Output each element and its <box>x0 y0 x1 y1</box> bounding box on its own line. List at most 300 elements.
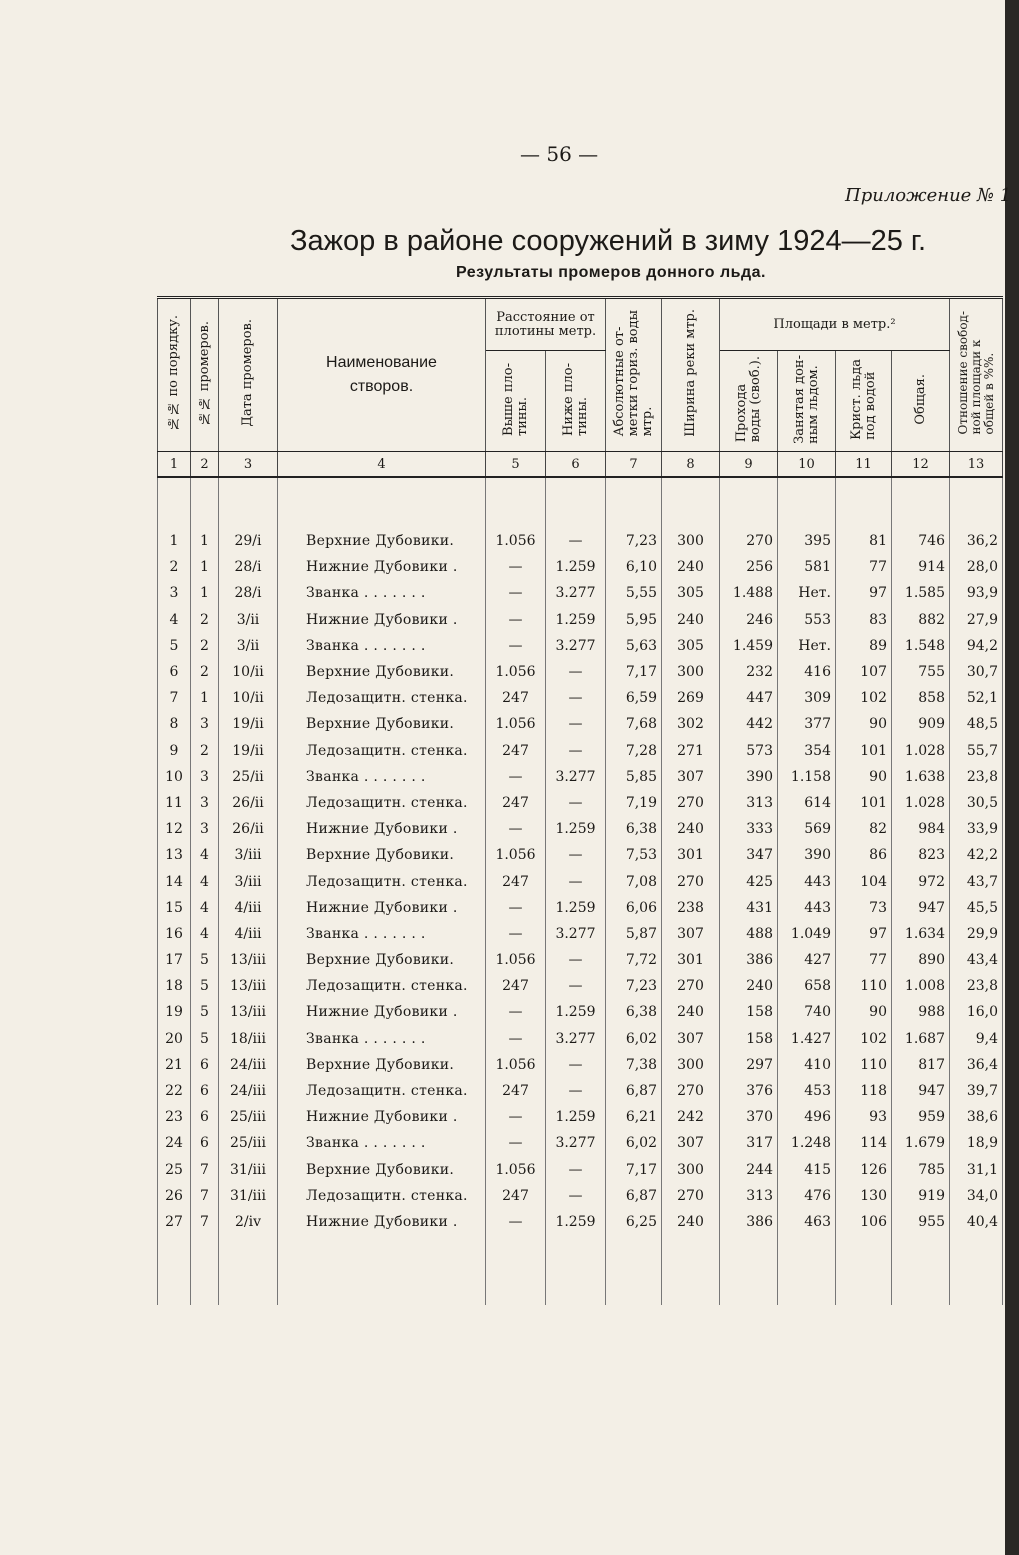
table-cell: 101 <box>836 790 892 816</box>
table-cell: Званка . . . . . . . <box>278 921 486 947</box>
table-row <box>158 528 1003 554</box>
column-number: 12 <box>892 452 950 478</box>
table-cell: 7,28 <box>606 738 662 764</box>
table-cell: 270 <box>662 868 720 894</box>
table-cell: 31/iii <box>219 1157 278 1183</box>
table-cell: 7,17 <box>606 1157 662 1183</box>
table-cell: 1.259 <box>546 554 606 580</box>
table-cell: 386 <box>720 1209 778 1235</box>
table-cell: 240 <box>662 607 720 633</box>
table-cell: 309 <box>778 685 836 711</box>
ice-measurements-table <box>157 296 1003 1305</box>
table-cell: 12 <box>158 816 191 842</box>
table-cell: 30,5 <box>950 790 1003 816</box>
table-row <box>158 1157 1003 1183</box>
table-cell: 6,87 <box>606 1183 662 1209</box>
table-cell: 24 <box>158 1130 191 1156</box>
table-cell: 158 <box>720 1026 778 1052</box>
table-cell: 858 <box>892 685 950 711</box>
table-cell: 3/iii <box>219 842 278 868</box>
table-cell: 4 <box>191 895 219 921</box>
table-cell: Верхние Дубовики. <box>278 711 486 737</box>
table-cell: 5 <box>191 1026 219 1052</box>
table-cell: 5,87 <box>606 921 662 947</box>
table-cell: 307 <box>662 921 720 947</box>
table-cell: 427 <box>778 947 836 973</box>
table-cell: 6,87 <box>606 1078 662 1104</box>
table-cell: 31,1 <box>950 1157 1003 1183</box>
table-cell: 2 <box>191 607 219 633</box>
table-cell: — <box>486 921 546 947</box>
table-cell: 305 <box>662 633 720 659</box>
table-cell: 5,63 <box>606 633 662 659</box>
table-cell: Верхние Дубовики. <box>278 947 486 973</box>
table-cell: 1 <box>191 580 219 606</box>
table-cell: 15 <box>158 895 191 921</box>
table-cell: 5 <box>191 999 219 1025</box>
table-cell: Верхние Дубовики. <box>278 1052 486 1078</box>
table-cell: 102 <box>836 685 892 711</box>
header-distance-group: Расстояние от плотины метр. <box>486 298 606 351</box>
table-cell: 25/iii <box>219 1130 278 1156</box>
table-cell: 1.056 <box>486 711 546 737</box>
table-cell: 39,7 <box>950 1078 1003 1104</box>
table-row <box>158 633 1003 659</box>
table-cell: 1.259 <box>546 1209 606 1235</box>
table-cell: — <box>486 1130 546 1156</box>
table-cell: 377 <box>778 711 836 737</box>
table-cell: 43,4 <box>950 947 1003 973</box>
table-cell: — <box>546 1183 606 1209</box>
table-cell: 97 <box>836 921 892 947</box>
table-row <box>158 1183 1003 1209</box>
table-cell: 27 <box>158 1209 191 1235</box>
table-cell: 919 <box>892 1183 950 1209</box>
table-cell: 988 <box>892 999 950 1025</box>
table-cell: — <box>486 633 546 659</box>
table-cell: 3.277 <box>546 580 606 606</box>
table-cell: Верхние Дубовики. <box>278 659 486 685</box>
table-cell: 16 <box>158 921 191 947</box>
header-ratio: Отношение свобод- ной площади к общей в %%. <box>950 298 1003 452</box>
table-cell: 3/ii <box>219 633 278 659</box>
table-cell: 7,68 <box>606 711 662 737</box>
table-cell: 882 <box>892 607 950 633</box>
table-cell: 1.056 <box>486 659 546 685</box>
table-cell: 1 <box>158 528 191 554</box>
table-cell: 93 <box>836 1104 892 1130</box>
table-cell: — <box>546 1157 606 1183</box>
header-passage: Прохода воды (своб.). <box>720 351 778 452</box>
table-cell: Ледозащитн. стенка. <box>278 738 486 764</box>
table-cell: Верхние Дубовики. <box>278 842 486 868</box>
table-cell: Ледозащитн. стенка. <box>278 1078 486 1104</box>
table-cell: Званка . . . . . . . <box>278 633 486 659</box>
table-cell: 7,17 <box>606 659 662 685</box>
table-cell: — <box>546 1052 606 1078</box>
table-cell: 6,02 <box>606 1026 662 1052</box>
column-number: 10 <box>778 452 836 478</box>
table-cell: 38,6 <box>950 1104 1003 1130</box>
table-cell: 240 <box>662 554 720 580</box>
table-cell: 31/iii <box>219 1183 278 1209</box>
table-cell: 1.056 <box>486 1157 546 1183</box>
table-cell: 246 <box>720 607 778 633</box>
table-cell: 7,38 <box>606 1052 662 1078</box>
table-cell: 305 <box>662 580 720 606</box>
column-number: 4 <box>278 452 486 478</box>
table-cell: 553 <box>778 607 836 633</box>
table-cell: 3 <box>191 790 219 816</box>
table-cell: Нижние Дубовики . <box>278 607 486 633</box>
table-cell: 7 <box>191 1209 219 1235</box>
table-cell: 13/iii <box>219 947 278 973</box>
table-cell: 28/і <box>219 554 278 580</box>
table-cell: 34,0 <box>950 1183 1003 1209</box>
table-cell: 23 <box>158 1104 191 1130</box>
table-cell: 1.056 <box>486 528 546 554</box>
table-cell: 45,5 <box>950 895 1003 921</box>
table-cell: — <box>546 947 606 973</box>
table-cell: 984 <box>892 816 950 842</box>
table-cell: 256 <box>720 554 778 580</box>
table-cell: 410 <box>778 1052 836 1078</box>
table-cell: 14 <box>158 868 191 894</box>
table-cell: 7,72 <box>606 947 662 973</box>
table-cell: 6,10 <box>606 554 662 580</box>
table-cell: 3/iii <box>219 868 278 894</box>
table-row <box>158 1078 1003 1104</box>
table-cell: 247 <box>486 685 546 711</box>
table-cell: 302 <box>662 711 720 737</box>
table-cell: 3.277 <box>546 1130 606 1156</box>
table-cell: 447 <box>720 685 778 711</box>
table-row <box>158 738 1003 764</box>
table-cell: 581 <box>778 554 836 580</box>
table-cell: 370 <box>720 1104 778 1130</box>
table-cell: 395 <box>778 528 836 554</box>
table-cell: 5,95 <box>606 607 662 633</box>
table-cell: 52,1 <box>950 685 1003 711</box>
table-cell: 307 <box>662 1026 720 1052</box>
table-row <box>158 685 1003 711</box>
header-below-dam: Ниже пло- тины. <box>546 351 606 452</box>
table-cell: Ледозащитн. стенка. <box>278 1183 486 1209</box>
table-cell: 13/iii <box>219 973 278 999</box>
table-cell: 43,7 <box>950 868 1003 894</box>
table-cell: 90 <box>836 764 892 790</box>
header-crystal: Крист. льда под водой <box>836 351 892 452</box>
column-number: 1 <box>158 452 191 478</box>
table-cell: 1.056 <box>486 842 546 868</box>
table-cell: 1.028 <box>892 790 950 816</box>
table-cell: 19/ii <box>219 711 278 737</box>
table-cell: 354 <box>778 738 836 764</box>
table-cell: 110 <box>836 1052 892 1078</box>
table-cell: — <box>546 738 606 764</box>
column-number-row <box>158 452 1003 478</box>
table-cell: 1.056 <box>486 1052 546 1078</box>
table-cell: 242 <box>662 1104 720 1130</box>
table-cell: 3 <box>158 580 191 606</box>
header-seq: №№ по порядку. <box>158 298 191 452</box>
table-cell: 19/ii <box>219 738 278 764</box>
table-cell: — <box>486 999 546 1025</box>
table-cell: 4 <box>191 842 219 868</box>
table-cell: 959 <box>892 1104 950 1130</box>
table-cell: 817 <box>892 1052 950 1078</box>
column-number: 9 <box>720 452 778 478</box>
header-row-top <box>158 298 1003 351</box>
table-cell: 1.687 <box>892 1026 950 1052</box>
table-cell: 158 <box>720 999 778 1025</box>
table-cell: 443 <box>778 868 836 894</box>
table-cell: — <box>546 659 606 685</box>
table-cell: 333 <box>720 816 778 842</box>
header-areas-group: Площади в метр.² <box>720 298 950 351</box>
table-cell: 81 <box>836 528 892 554</box>
table-cell: Нижние Дубовики . <box>278 554 486 580</box>
table-cell: 30,7 <box>950 659 1003 685</box>
header-total: Общая. <box>892 351 950 452</box>
table-cell: 6,21 <box>606 1104 662 1130</box>
table-cell: 118 <box>836 1078 892 1104</box>
table-cell: 431 <box>720 895 778 921</box>
table-cell: 6 <box>191 1104 219 1130</box>
column-number: 7 <box>606 452 662 478</box>
table-cell: Ледозащитн. стенка. <box>278 868 486 894</box>
table-cell: 36,2 <box>950 528 1003 554</box>
table-cell: 114 <box>836 1130 892 1156</box>
header-date: Дата промеров. <box>219 298 278 452</box>
table-cell: 415 <box>778 1157 836 1183</box>
table-cell: 83 <box>836 607 892 633</box>
table-cell: 7,23 <box>606 973 662 999</box>
table-cell: 90 <box>836 711 892 737</box>
table-cell: 300 <box>662 659 720 685</box>
table-row <box>158 764 1003 790</box>
table-cell: 55,7 <box>950 738 1003 764</box>
table-cell: 24/iii <box>219 1052 278 1078</box>
table-cell: 300 <box>662 1052 720 1078</box>
table-cell: 573 <box>720 738 778 764</box>
table-cell: — <box>546 685 606 711</box>
table-cell: — <box>486 580 546 606</box>
table-cell: 909 <box>892 711 950 737</box>
table-cell: 18 <box>158 973 191 999</box>
table-cell: 270 <box>662 1078 720 1104</box>
table-cell: 301 <box>662 842 720 868</box>
tail-row <box>158 1235 1003 1305</box>
table-cell: 390 <box>720 764 778 790</box>
table-cell: 1.259 <box>546 895 606 921</box>
table-cell: 8 <box>158 711 191 737</box>
table-cell: 658 <box>778 973 836 999</box>
table-cell: 297 <box>720 1052 778 1078</box>
table-cell: — <box>486 554 546 580</box>
table-cell: 4 <box>191 868 219 894</box>
table-cell: 42,2 <box>950 842 1003 868</box>
table-cell: 376 <box>720 1078 778 1104</box>
table-cell: 247 <box>486 1183 546 1209</box>
table-cell: 7 <box>158 685 191 711</box>
table-row <box>158 659 1003 685</box>
table-row <box>158 1026 1003 1052</box>
table-cell: 1.548 <box>892 633 950 659</box>
table-cell: 1.259 <box>546 607 606 633</box>
table-cell: — <box>546 711 606 737</box>
table-cell: Верхние Дубовики. <box>278 528 486 554</box>
spacer-row <box>158 477 1003 528</box>
table-cell: 1.679 <box>892 1130 950 1156</box>
table-cell: 6 <box>191 1078 219 1104</box>
table-cell: 6 <box>191 1130 219 1156</box>
table-cell: — <box>486 895 546 921</box>
table-cell: 425 <box>720 868 778 894</box>
header-measurement: №№ промеров. <box>191 298 219 452</box>
table-cell: 7 <box>191 1183 219 1209</box>
table-cell: 890 <box>892 947 950 973</box>
table-cell: 6 <box>158 659 191 685</box>
table-cell: — <box>486 1104 546 1130</box>
table-cell: 97 <box>836 580 892 606</box>
table-cell: 3.277 <box>546 764 606 790</box>
table-cell: 33,9 <box>950 816 1003 842</box>
table-cell: 24/iii <box>219 1078 278 1104</box>
table-cell: 7 <box>191 1157 219 1183</box>
table-cell: 270 <box>662 1183 720 1209</box>
table-cell: 9,4 <box>950 1026 1003 1052</box>
table-cell: 3.277 <box>546 921 606 947</box>
table-cell: 26/ii <box>219 816 278 842</box>
table-cell: Ледозащитн. стенка. <box>278 973 486 999</box>
table-cell: 22 <box>158 1078 191 1104</box>
column-number: 8 <box>662 452 720 478</box>
table-cell: 247 <box>486 738 546 764</box>
table-cell: 2 <box>158 554 191 580</box>
table-cell: 10/ii <box>219 659 278 685</box>
table-cell: 614 <box>778 790 836 816</box>
table-cell: 6,06 <box>606 895 662 921</box>
table-cell: 104 <box>836 868 892 894</box>
table-cell: 3 <box>191 764 219 790</box>
table-cell: 82 <box>836 816 892 842</box>
table-cell: 4/iii <box>219 895 278 921</box>
table-cell: 25 <box>158 1157 191 1183</box>
table-cell: 2/iv <box>219 1209 278 1235</box>
table-cell: 1.049 <box>778 921 836 947</box>
table-cell: 740 <box>778 999 836 1025</box>
table-cell: 25/iii <box>219 1104 278 1130</box>
table-cell: 18,9 <box>950 1130 1003 1156</box>
table-cell: 1 <box>191 528 219 554</box>
table-cell: Нижние Дубовики . <box>278 1209 486 1235</box>
table-cell: 947 <box>892 1078 950 1104</box>
table-cell: 443 <box>778 895 836 921</box>
table-row <box>158 580 1003 606</box>
table-cell: Ледозащитн. стенка. <box>278 685 486 711</box>
table-cell: Верхние Дубовики. <box>278 1157 486 1183</box>
table-row <box>158 1104 1003 1130</box>
table-cell: 6,38 <box>606 999 662 1025</box>
table-cell: 244 <box>720 1157 778 1183</box>
table-cell: 126 <box>836 1157 892 1183</box>
column-number: 5 <box>486 452 546 478</box>
table-cell: 1.008 <box>892 973 950 999</box>
table-cell: 6,59 <box>606 685 662 711</box>
page-subtitle: Результаты промеров донного льда. <box>456 264 766 281</box>
table-cell: 785 <box>892 1157 950 1183</box>
table-cell: 1.028 <box>892 738 950 764</box>
table-cell: 488 <box>720 921 778 947</box>
table-cell: 89 <box>836 633 892 659</box>
table-row <box>158 1130 1003 1156</box>
table-cell: 1.459 <box>720 633 778 659</box>
table-cell: 20 <box>158 1026 191 1052</box>
appendix-label: Приложение № 1 <box>845 185 1012 206</box>
table-cell: 93,9 <box>950 580 1003 606</box>
table-cell: Нижние Дубовики . <box>278 895 486 921</box>
table-row <box>158 816 1003 842</box>
table-cell: 5 <box>191 947 219 973</box>
table-cell: 36,4 <box>950 1052 1003 1078</box>
table-cell: 1.638 <box>892 764 950 790</box>
table-cell: 7,19 <box>606 790 662 816</box>
table-cell: 755 <box>892 659 950 685</box>
table-cell: 347 <box>720 842 778 868</box>
table-cell: 247 <box>486 973 546 999</box>
table-cell: 26 <box>158 1183 191 1209</box>
table-cell: 1.259 <box>546 1104 606 1130</box>
table-cell: 94,2 <box>950 633 1003 659</box>
column-number: 3 <box>219 452 278 478</box>
table-cell: 496 <box>778 1104 836 1130</box>
table-cell: 5,85 <box>606 764 662 790</box>
table-cell: 269 <box>662 685 720 711</box>
table-cell: 569 <box>778 816 836 842</box>
table-cell: 6,38 <box>606 816 662 842</box>
table-cell: 7,53 <box>606 842 662 868</box>
table-cell: 130 <box>836 1183 892 1209</box>
header-occupied: Занятая дон- ным льдом. <box>778 351 836 452</box>
page-number: — 56 — <box>520 142 599 166</box>
table-cell: 238 <box>662 895 720 921</box>
table-cell: Званка . . . . . . . <box>278 1026 486 1052</box>
table-cell: 2 <box>191 659 219 685</box>
table-cell: Нет. <box>778 633 836 659</box>
table-row <box>158 973 1003 999</box>
table-cell: 7,23 <box>606 528 662 554</box>
column-number: 11 <box>836 452 892 478</box>
table-cell: 11 <box>158 790 191 816</box>
table-cell: 6 <box>191 1052 219 1078</box>
table-cell: 247 <box>486 868 546 894</box>
table-row <box>158 868 1003 894</box>
table-cell: 1.634 <box>892 921 950 947</box>
table-cell: — <box>486 764 546 790</box>
table-cell: 972 <box>892 868 950 894</box>
table-row <box>158 711 1003 737</box>
table-cell: 23,8 <box>950 973 1003 999</box>
table-cell: 1.158 <box>778 764 836 790</box>
table-cell: 240 <box>662 1209 720 1235</box>
page-edge-shadow <box>1005 0 1019 1555</box>
table-cell: 1.056 <box>486 947 546 973</box>
table-cell: 307 <box>662 1130 720 1156</box>
table-cell: 28/і <box>219 580 278 606</box>
table-cell: 29/і <box>219 528 278 554</box>
table-cell: 6,25 <box>606 1209 662 1235</box>
